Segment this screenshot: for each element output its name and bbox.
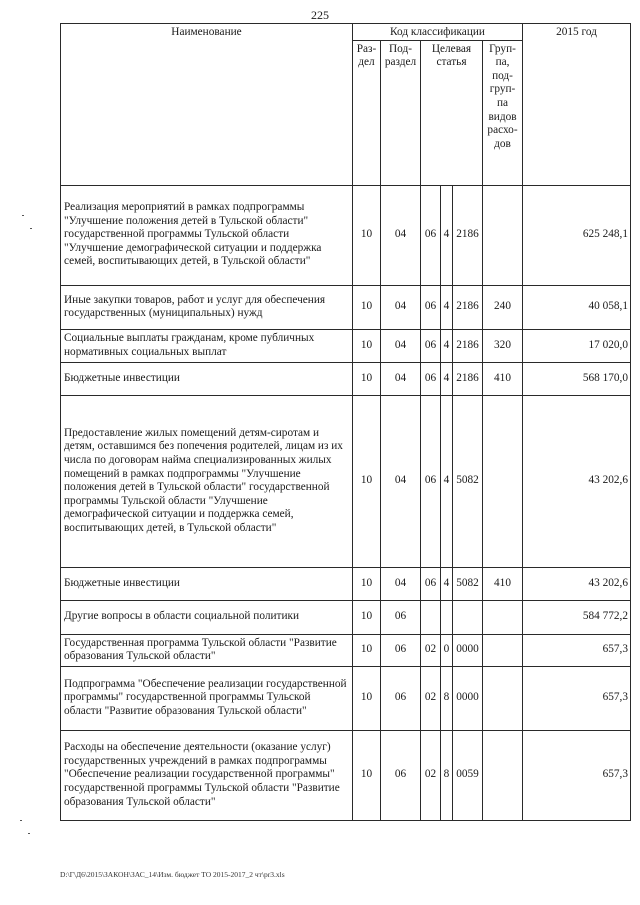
row-target-2: 8 — [441, 730, 453, 820]
row-target-2: 4 — [441, 567, 453, 600]
row-amount: 43 202,6 — [523, 395, 631, 567]
row-section: 10 — [353, 329, 381, 362]
row-group: 410 — [483, 362, 523, 395]
row-target-2: 4 — [441, 185, 453, 285]
row-target-1: 02 — [421, 666, 441, 730]
scan-speck — [28, 833, 30, 834]
row-name: Реализация мероприятий в рамках подпрограммы "Улучшение положения детей в Тульской области" государственной программы Тульской области "Улучшение демографической ситуации и поддержка семей, воспитывающих детей, в Тульской области" — [61, 185, 353, 285]
row-section: 10 — [353, 730, 381, 820]
row-name: Предоставление жилых помещений детям-сиротам и детям, оставшимся без попечения родителей, лицам из их числа по договорам найма специализированных жилых помещений в рамках подпрограммы "Улучшение положения детей в Тульской области" государственной программы Тульской области "Улучшение демографической ситуации и поддержка семей, воспитывающих детей, в Тульской области" — [61, 395, 353, 567]
row-target-3: 2186 — [453, 329, 483, 362]
row-subsection: 06 — [381, 666, 421, 730]
row-target-1: 02 — [421, 634, 441, 666]
row-target-1: 06 — [421, 329, 441, 362]
row-name: Социальные выплаты гражданам, кроме публичных нормативных социальных выплат — [61, 329, 353, 362]
row-amount: 43 202,6 — [523, 567, 631, 600]
row-target-3: 2186 — [453, 185, 483, 285]
row-amount: 40 058,1 — [523, 285, 631, 329]
row-target-1: 06 — [421, 395, 441, 567]
row-name: Бюджетные инвестиции — [61, 567, 353, 600]
row-target-2: 0 — [441, 634, 453, 666]
row-name: Другие вопросы в области социальной политики — [61, 600, 353, 634]
table-row — [61, 185, 631, 285]
table-row — [61, 600, 631, 634]
row-amount: 625 248,1 — [523, 185, 631, 285]
row-target-3: 0059 — [453, 730, 483, 820]
row-target-3: 2186 — [453, 362, 483, 395]
row-name: Государственная программа Тульской области "Развитие образования Тульской области" — [61, 634, 353, 666]
row-target-3: 5082 — [453, 395, 483, 567]
scan-speck — [22, 215, 24, 216]
row-section: 10 — [353, 362, 381, 395]
row-group — [483, 600, 523, 634]
row-target-1: 06 — [421, 567, 441, 600]
table-row — [61, 285, 631, 329]
table-row — [61, 666, 631, 730]
table-row — [61, 362, 631, 395]
row-subsection: 04 — [381, 567, 421, 600]
table-row — [61, 730, 631, 820]
row-subsection: 06 — [381, 634, 421, 666]
row-group — [483, 395, 523, 567]
row-target-3: 2186 — [453, 285, 483, 329]
row-target-2 — [441, 600, 453, 634]
row-name: Бюджетные инвестиции — [61, 362, 353, 395]
header-section: Раз- дел — [353, 40, 381, 185]
row-group — [483, 634, 523, 666]
row-subsection: 06 — [381, 730, 421, 820]
row-name: Подпрограмма "Обеспечение реализации государственной программы" государственной программы Тульской области "Развитие образования Тульской области" — [61, 666, 353, 730]
row-section: 10 — [353, 666, 381, 730]
row-target-1: 02 — [421, 730, 441, 820]
row-target-3: 0000 — [453, 634, 483, 666]
row-name: Расходы на обеспечение деятельности (оказание услуг) государственных учреждений в рамках подпрограммы "Обеспечение реализации государственной программы" государственной программы Тульской области "Развитие образования Тульской области" — [61, 730, 353, 820]
row-group: 410 — [483, 567, 523, 600]
row-subsection: 04 — [381, 285, 421, 329]
row-group: 320 — [483, 329, 523, 362]
row-subsection: 04 — [381, 329, 421, 362]
row-section: 10 — [353, 600, 381, 634]
row-section: 10 — [353, 285, 381, 329]
row-amount: 657,3 — [523, 666, 631, 730]
row-target-2: 4 — [441, 395, 453, 567]
row-target-2: 8 — [441, 666, 453, 730]
page-number: 225 — [311, 8, 329, 22]
row-subsection: 04 — [381, 395, 421, 567]
row-target-1: 06 — [421, 185, 441, 285]
row-amount: 657,3 — [523, 634, 631, 666]
row-target-3: 5082 — [453, 567, 483, 600]
footer-file-path: D:\Г\Д6\2015\ЗАКОН\ЗАС_14\Изм. бюджет ТО 2015-2017_2 чт\pr3.xls — [60, 870, 285, 879]
row-target-2: 4 — [441, 329, 453, 362]
table-row — [61, 395, 631, 567]
row-group: 240 — [483, 285, 523, 329]
row-subsection: 04 — [381, 185, 421, 285]
header-classification: Код классификации — [353, 24, 523, 41]
budget-table — [60, 23, 631, 821]
row-amount: 17 020,0 — [523, 329, 631, 362]
header-group: Груп- па, под- груп- па видов расхо- дов — [483, 40, 523, 185]
row-section: 10 — [353, 185, 381, 285]
row-amount: 568 170,0 — [523, 362, 631, 395]
header-subsection: Под- раздел — [381, 40, 421, 185]
table-row — [61, 329, 631, 362]
row-subsection: 04 — [381, 362, 421, 395]
row-target-1: 06 — [421, 362, 441, 395]
row-group — [483, 666, 523, 730]
scan-speck — [30, 228, 32, 229]
row-amount: 584 772,2 — [523, 600, 631, 634]
table-row — [61, 567, 631, 600]
row-section: 10 — [353, 634, 381, 666]
row-target-1: 06 — [421, 285, 441, 329]
header-target-article: Целевая статья — [421, 40, 483, 185]
row-amount: 657,3 — [523, 730, 631, 820]
row-section: 10 — [353, 395, 381, 567]
row-target-1 — [421, 600, 441, 634]
header-year: 2015 год — [523, 24, 631, 186]
row-target-2: 4 — [441, 362, 453, 395]
row-name: Иные закупки товаров, работ и услуг для обеспечения государственных (муниципальных) нужд — [61, 285, 353, 329]
row-target-3: 0000 — [453, 666, 483, 730]
row-section: 10 — [353, 567, 381, 600]
row-subsection: 06 — [381, 600, 421, 634]
table-row — [61, 634, 631, 666]
row-target-2: 4 — [441, 285, 453, 329]
row-group — [483, 730, 523, 820]
row-group — [483, 185, 523, 285]
scan-speck — [20, 820, 22, 821]
row-target-3 — [453, 600, 483, 634]
header-name: Наименование — [61, 24, 353, 186]
